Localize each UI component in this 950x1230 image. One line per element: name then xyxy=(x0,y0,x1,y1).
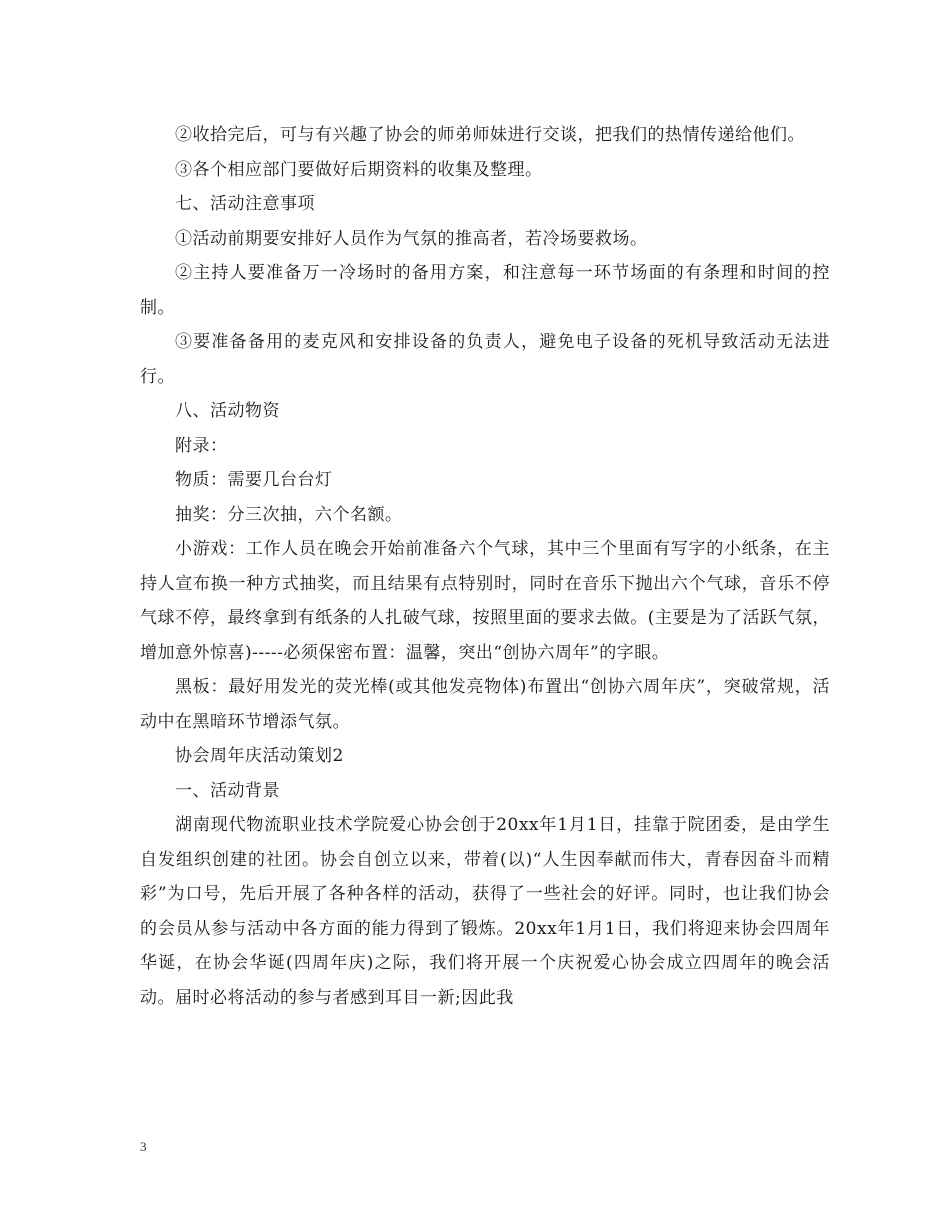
section-heading: 一、活动背景 xyxy=(175,780,280,801)
page-number: 3 xyxy=(140,1139,147,1154)
paragraph: ①活动前期要安排好人员作为气氛的推高者，若冷场要救场。 xyxy=(175,228,648,249)
document-subtitle: 协会周年庆活动策划2 xyxy=(175,746,344,766)
paragraph: ②主持人要准备万一冷场时的备用方案，和注意每一环节场面的有条理和时间的控制。 xyxy=(140,263,830,318)
section-heading: 七、活动注意事项 xyxy=(175,194,315,214)
paragraph: ③各个相应部门要做好后期资料的收集及整理。 xyxy=(175,159,543,180)
paragraph: 小游戏：工作人员在晚会开始前准备六个气球，其中三个里面有写字的小纸条，在主持人宣布换一种方式抽奖，而且结果有点特别时，同时在音乐下抛出六个气球，音乐不停气球不停，最终拿到有纸条的人扎破气球，按照里面的要求去做。(主要是为了活跃气氛，增加意外惊喜)-----必须保密布置：温馨，突出“创协六周年”的字眼。 xyxy=(140,539,830,663)
paragraph: ③要准备备用的麦克风和安排设备的负责人，避免电子设备的死机导致活动无法进行。 xyxy=(140,332,830,387)
document-body xyxy=(140,118,830,1015)
section-heading: 八、活动物资 xyxy=(175,401,280,421)
paragraph: 物质：需要几台台灯 xyxy=(175,470,333,490)
paragraph: ②收拾完后，可与有兴趣了协会的师弟师妹进行交谈，把我们的热情传递给他们。 xyxy=(175,125,805,145)
paragraph: 抽奖：分三次抽，六个名额。 xyxy=(175,504,403,525)
paragraph: 湖南现代物流职业技术学院爱心协会创于20xx年1月1日，挂靠于院团委，是由学生自发组织创建的社团。协会自创立以来，带着(以)“人生因奉献而伟大，青春因奋斗而精彩”为口号，先后开展了各种各样的活动，获得了一些社会的好评。同时，也让我们协会的会员从参与活动中各方面的能力得到了锻炼。20xx年1月1日，我们将迎来协会四周年华诞，在协会华诞(四周年庆)之际，我们将开展一个庆祝爱心协会成立四周年的晚会活动。届时必将活动的参与者感到耳目一新;因此我 xyxy=(140,815,830,1008)
paragraph: 黑板：最好用发光的荧光棒(或其他发亮物体)布置出“创协六周年庆”，突破常规，活动中在黑暗环节增添气氛。 xyxy=(140,677,830,732)
paragraph: 附录： xyxy=(175,435,228,456)
